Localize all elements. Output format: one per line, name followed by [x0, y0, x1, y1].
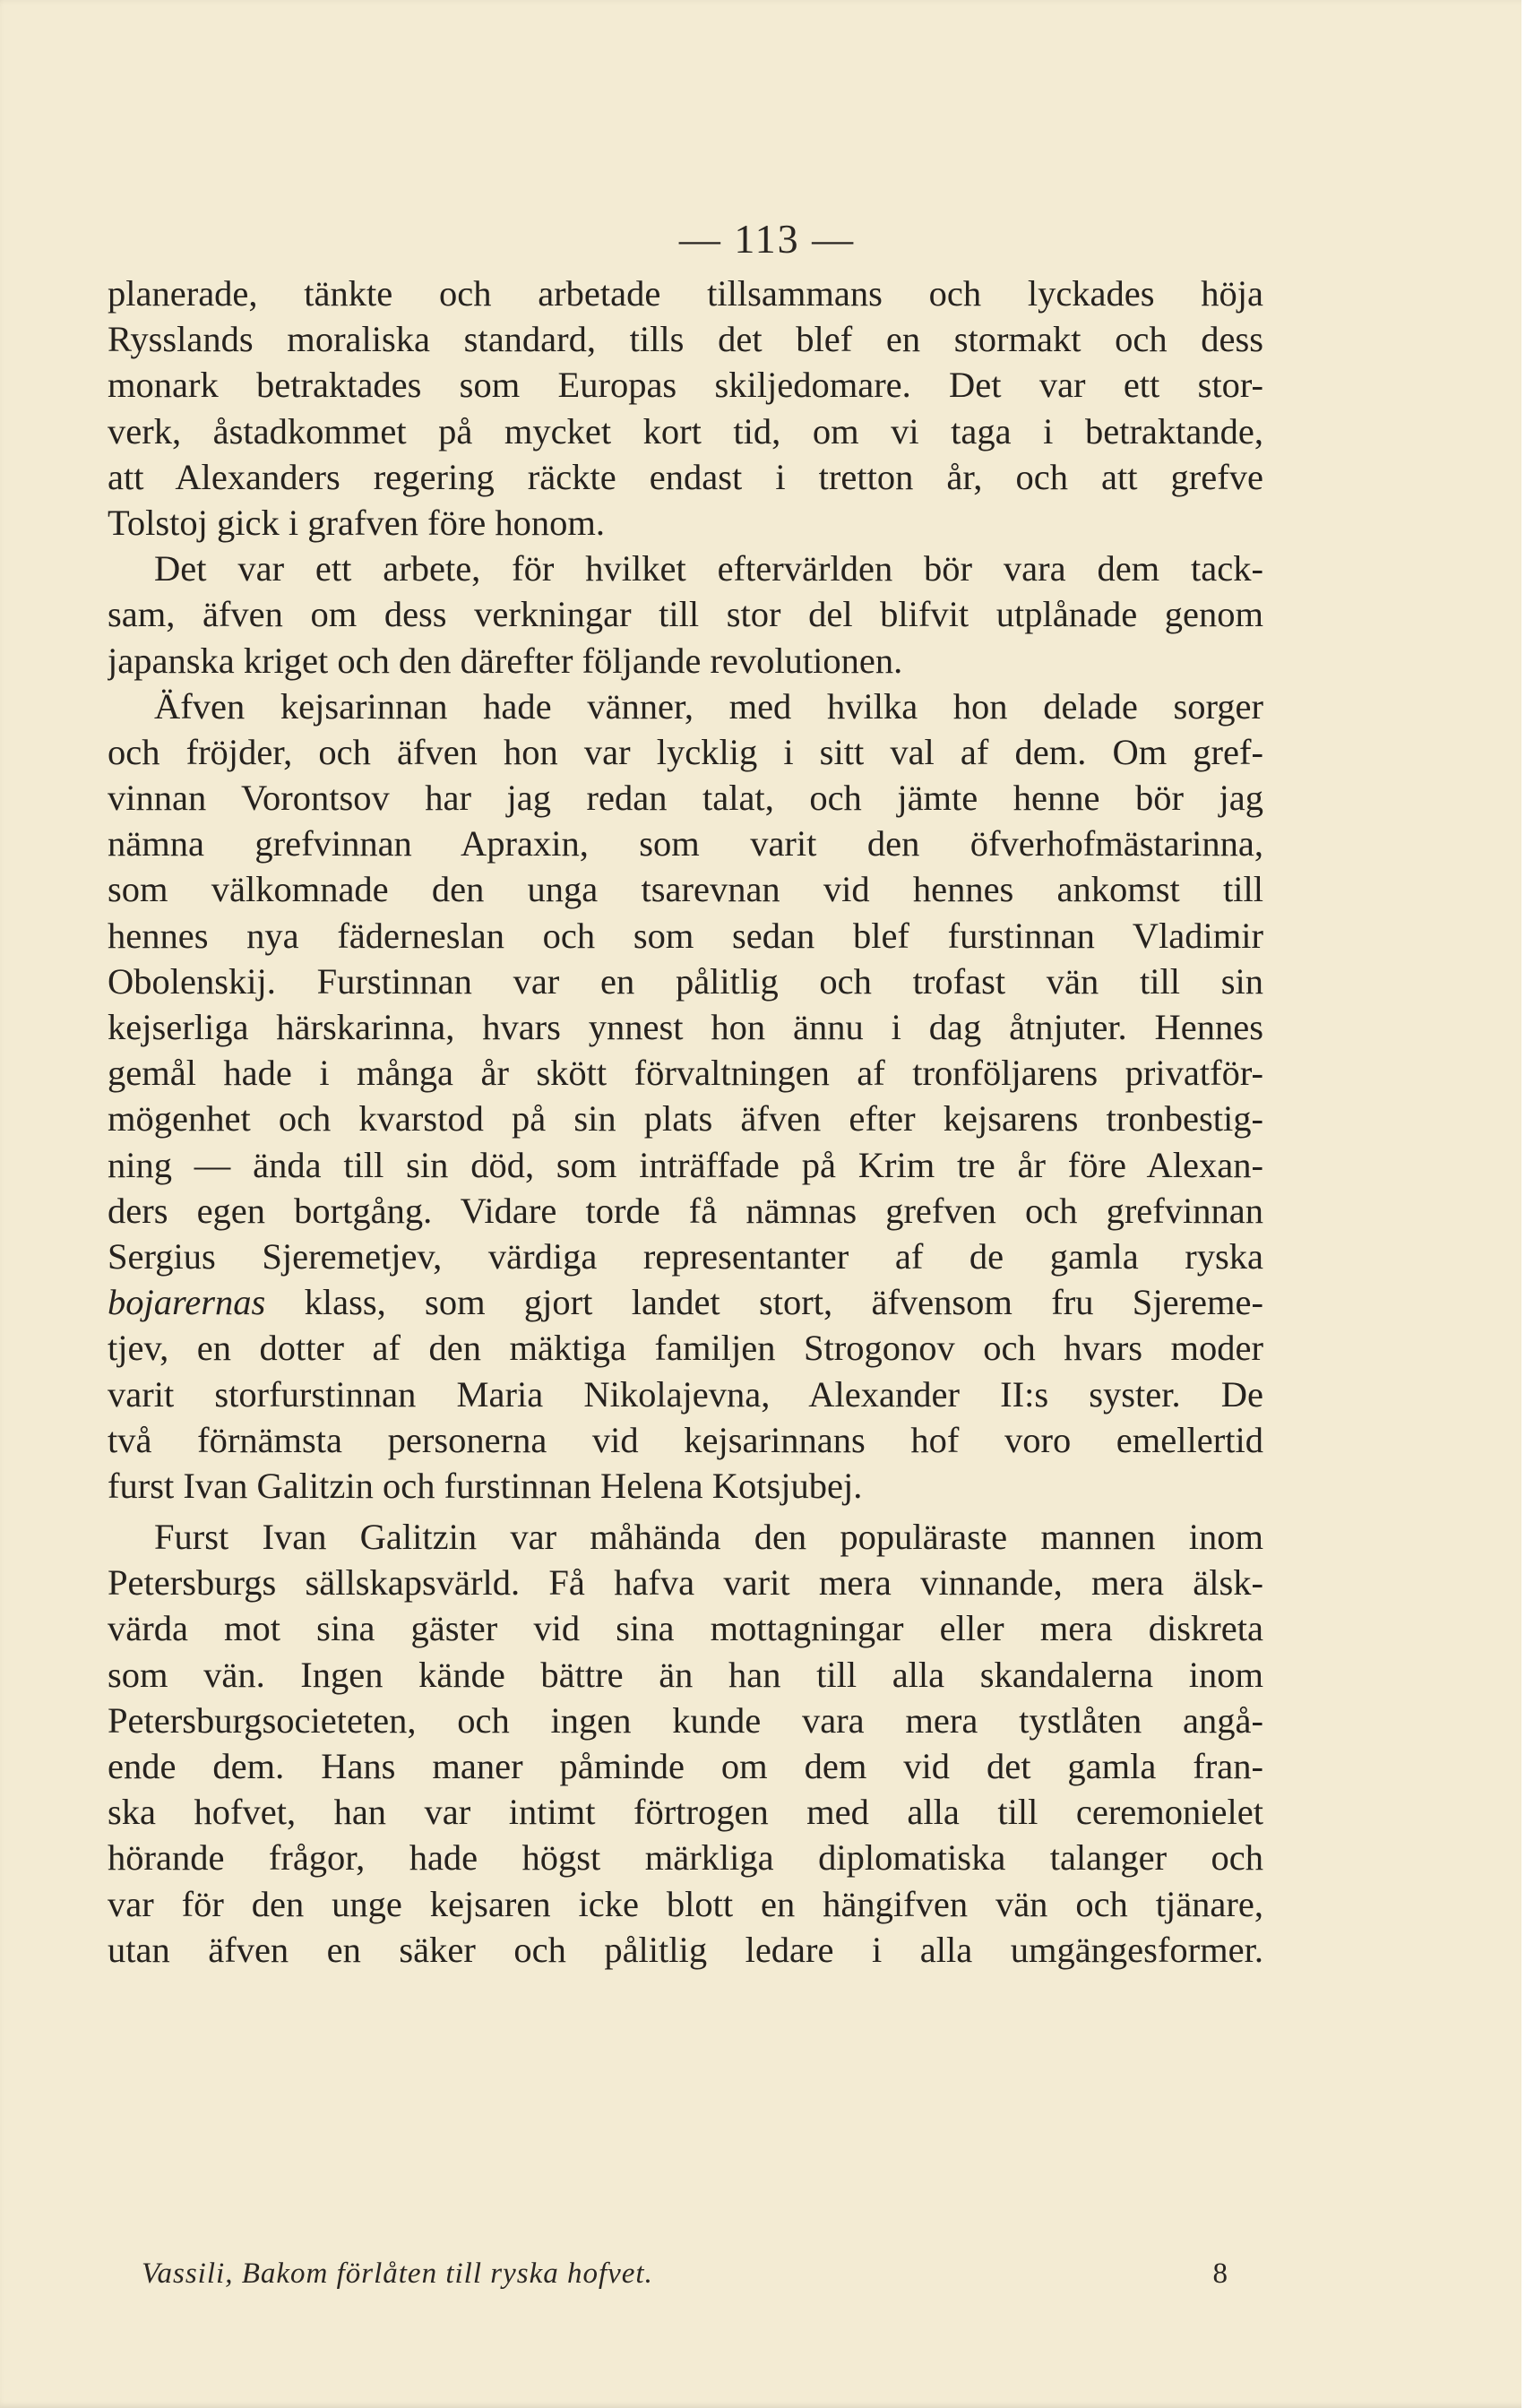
text-line: var för den unge kejsaren icke blott en hängifven vän och tjänare, [108, 1883, 1263, 1924]
running-footer [142, 2258, 1228, 2291]
body-text [108, 271, 1263, 1973]
page-edge [1521, 0, 1534, 2408]
text-line: bojarernas klass, som gjort landet stort, äfvensom fru Sjereme- [108, 1282, 1263, 1323]
text-line: Rysslands moraliska standard, tills det blef en stormakt och dess [108, 319, 1263, 360]
text-line: och fröjder, och äfven hon var lycklig i sitt val af dem. Om gref- [108, 731, 1263, 772]
signature-mark: 8 [1212, 2258, 1228, 2290]
text-line: Furst Ivan Galitzin var måhända den populäraste mannen inom [154, 1517, 1263, 1558]
text-line: att Alexanders regering räckte endast i tretton år, och att grefve [108, 456, 1263, 497]
text-line: planerade, tänkte och arbetade tillsammans och lyckades höja [108, 273, 1263, 314]
text-line: Obolenskij. Furstinnan var en pålitlig och trofast vän till sin [108, 960, 1263, 1002]
text-line: utan äfven en säker och pålitlig ledare i alla umgängesformer. [108, 1929, 1263, 1970]
text-line: kejserliga härskarinna, hvars ynnest hon ännu i dag åtnjuter. Hennes [108, 1007, 1263, 1047]
text-line: monark betraktades som Europas skiljedomare. Det var ett stor- [108, 365, 1263, 406]
text-line: Sergius Sjeremetjev, värdiga representanter af de gamla ryska [108, 1235, 1263, 1277]
text-line: gemål hade i många år skött förvaltningen af tronföljarens privatför- [108, 1053, 1263, 1094]
text-line: Petersburgsocieteten, och ingen kunde vara mera tystlåten angå- [108, 1699, 1263, 1741]
text-line: värda mot sina gäster vid sina mottagningar eller mera diskreta [108, 1608, 1263, 1649]
text-line: ende dem. Hans maner påminde om dem vid det gamla fran- [108, 1746, 1263, 1786]
text-line: japanska kriget och den därefter följande revolutionen. [108, 640, 903, 681]
text-line: två förnämsta personerna vid kejsarinnans hof voro emellertid [108, 1419, 1263, 1460]
text-line: tjev, en dotter af den mäktiga familjen Strogonov och hvars moder [108, 1328, 1263, 1369]
text-line: furst Ivan Galitzin och furstinnan Helena Kotsjubej. [108, 1465, 863, 1506]
footer-citation: Vassili, Bakom förlåten till ryska hofvet. [142, 2258, 653, 2290]
text-line: hennes nya fäderneslan och som sedan blef furstinnan Vladimir [108, 915, 1263, 956]
text-line: nämna grefvinnan Apraxin, som varit den öfverhofmästarinna, [108, 823, 1263, 864]
text-line: ning — ända till sin död, som inträffade på Krim tre år före Alexan- [108, 1144, 1263, 1185]
text-line: ders egen bortgång. Vidare torde få nämnas grefven och grefvinnan [108, 1190, 1263, 1231]
text-line: vinnan Vorontsov har jag redan talat, och jämte henne bör jag [108, 778, 1263, 819]
text-line: varit storfurstinnan Maria Nikolajevna, Alexander II:s syster. De [108, 1373, 1263, 1415]
text-line: ska hofvet, han var intimt förtrogen med alla till ceremonielet [108, 1792, 1263, 1833]
text-line: Petersburgs sällskapsvärld. Få hafva varit mera vinnande, mera älsk- [108, 1562, 1263, 1604]
text-line: som välkomnade den unga tsarevnan vid hennes ankomst till [108, 869, 1263, 910]
text-line: mögenhet och kvarstod på sin plats äfven efter kejsarens tronbestig- [108, 1098, 1263, 1140]
page-number: — 113 — [678, 216, 856, 262]
text-line: Tolstoj gick i grafven före honom. [108, 502, 606, 543]
text-line: Äfven kejsarinnan hade vänner, med hvilka hon delade sorger [154, 685, 1263, 727]
text-line: som vän. Ingen kände bättre än han till alla skandalerna inom [108, 1654, 1263, 1695]
text-line: sam, äfven om dess verkningar till stor del blifvit utplånade genom [108, 594, 1263, 635]
text-line: Det var ett arbete, för hvilket eftervärlden bör vara dem tack- [154, 548, 1263, 589]
text-line: verk, åstadkommet på mycket kort tid, om vi taga i betraktande, [108, 410, 1263, 452]
text-line: hörande frågor, hade högst märkliga diplomatiska talanger och [108, 1837, 1263, 1879]
